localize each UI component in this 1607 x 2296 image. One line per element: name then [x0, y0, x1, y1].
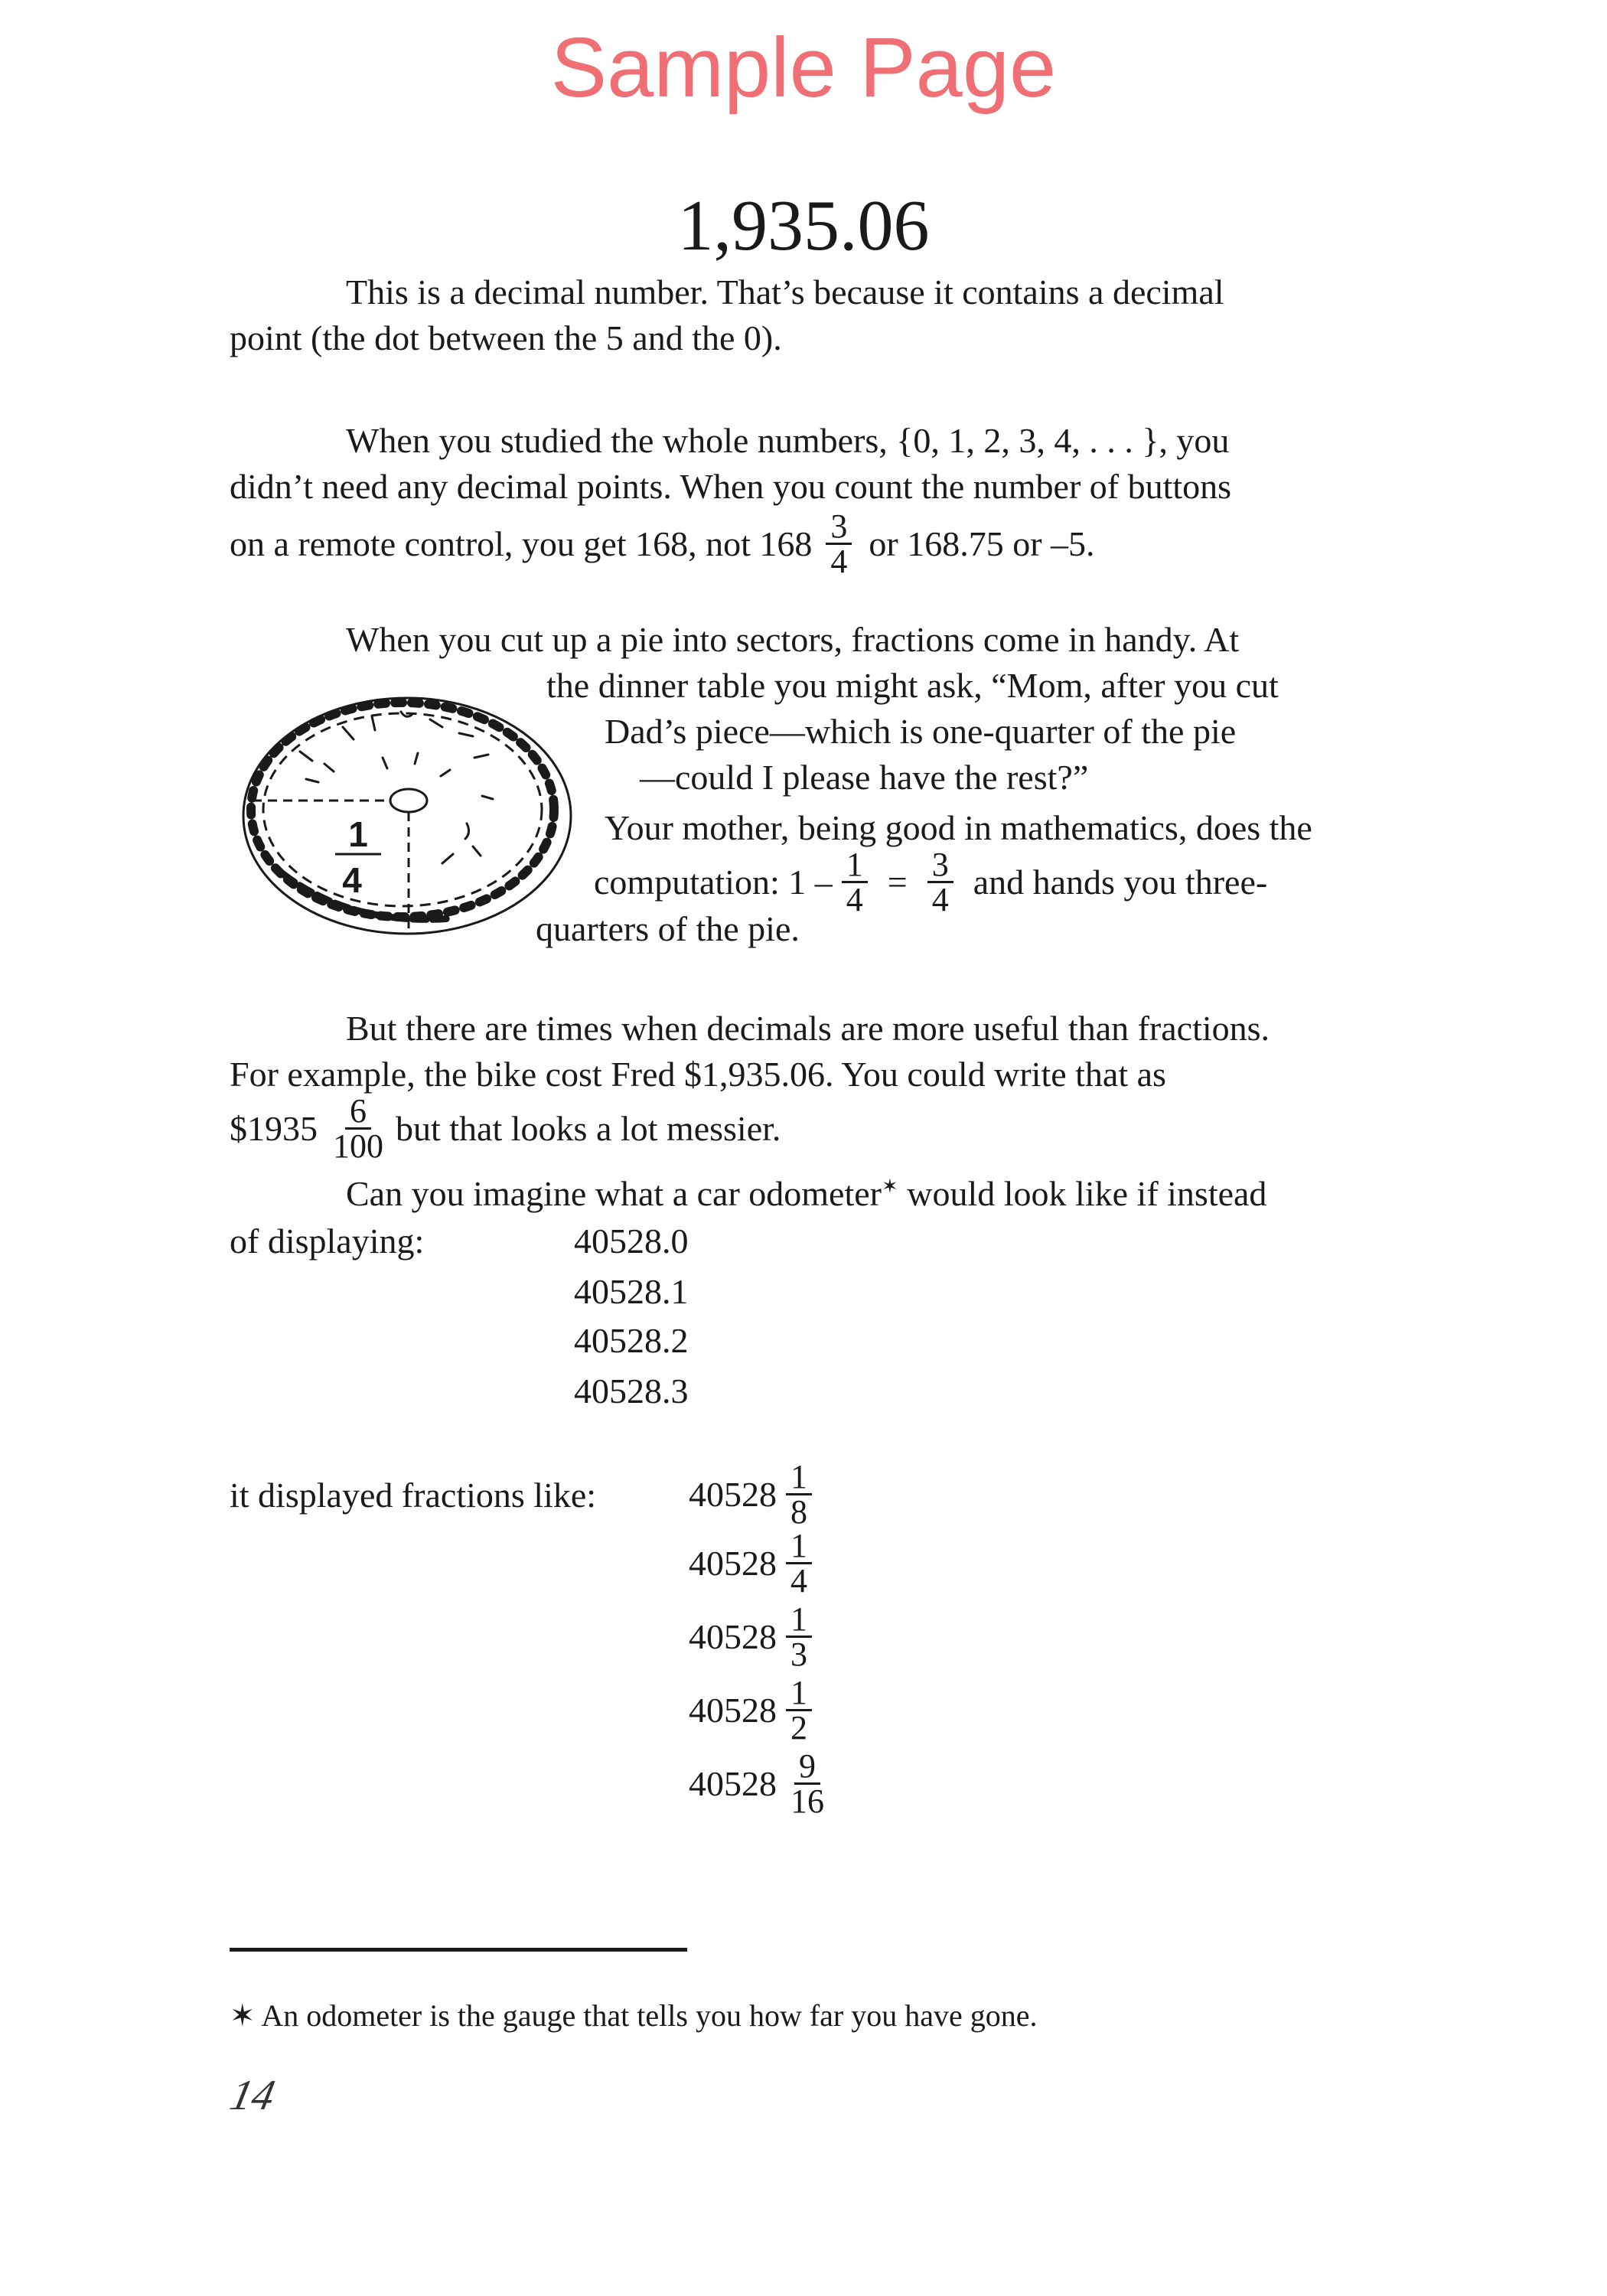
- fraction-list-item: [689, 1527, 815, 1600]
- footnote-divider: [230, 1948, 687, 1952]
- fraction-list-item: [689, 1747, 832, 1821]
- fraction-denominator: 4: [830, 543, 848, 581]
- fraction-numerator: 1: [786, 1460, 812, 1495]
- fraction-denominator: 4: [846, 881, 863, 919]
- whole-number: 40528: [689, 1475, 777, 1515]
- fraction-denominator: 2: [790, 1709, 807, 1747]
- fraction-numerator: 1: [786, 1603, 812, 1638]
- p1-line-2: point (the dot between the 5 and the 0).: [230, 318, 782, 357]
- p2-line-1: When you studied the whole numbers, {0, 1, 2, 3, 4, . . . }, you: [346, 421, 1230, 460]
- equals-sign: =: [887, 863, 908, 902]
- p3-line-7: quarters of the pie.: [536, 909, 800, 948]
- decimal-list-item: 40528.1: [574, 1272, 689, 1311]
- p2-line-3: [230, 507, 1095, 581]
- fraction-denominator: 16: [790, 1782, 824, 1821]
- p2-line-2: didn’t need any decimal points. When you count the number of buttons: [230, 467, 1232, 506]
- footnote-text: An odometer is the gauge that tells you how far you have gone.: [261, 1998, 1038, 2033]
- p5-line-1: [346, 1172, 1266, 1215]
- fraction: [786, 1458, 812, 1531]
- fraction-one-quarter: [842, 846, 868, 919]
- whole-number: 40528: [689, 1764, 777, 1804]
- p3-computation: [594, 846, 1268, 919]
- p3-line-3: Dad’s piece—which is one-quarter of the pie: [605, 712, 1237, 751]
- fraction-denominator: 100: [333, 1127, 383, 1166]
- fraction-numerator: 3: [826, 510, 852, 545]
- fraction-numerator: 6: [345, 1094, 371, 1130]
- footnote: [230, 1998, 1038, 2034]
- fraction-numerator: 1: [842, 848, 868, 883]
- whole-number: 40528: [689, 1617, 777, 1657]
- fraction-numerator: 1: [786, 1529, 812, 1564]
- pie-fraction-numerator: 1: [348, 814, 368, 854]
- page-number: 14: [226, 2072, 279, 2119]
- p2-line-3-text-b: or 168.75 or –5.: [869, 524, 1095, 564]
- p5-line-2: of displaying:: [230, 1221, 425, 1261]
- whole-number: 40528: [689, 1544, 777, 1583]
- fraction-denominator: 4: [790, 1562, 807, 1600]
- p5-line-1-text-a: Can you imagine what a car odometer: [346, 1174, 882, 1213]
- fraction-three-quarters: [826, 507, 852, 581]
- fraction-six-hundredths: [328, 1092, 388, 1166]
- p1-line-1: This is a decimal number. That’s because it contains a decimal: [346, 272, 1224, 311]
- fraction-list-item: [689, 1600, 815, 1674]
- p2-line-3-text-a: on a remote control, you get 168, not 168: [230, 524, 813, 564]
- pie-fraction-denominator: 4: [342, 860, 362, 900]
- p4-line-2: For example, the bike cost Fred $1,935.06. You could write that as: [230, 1055, 1166, 1094]
- fraction: [786, 1527, 812, 1600]
- p4-line-3-text-b: but that looks a lot messier.: [396, 1109, 781, 1149]
- footnote-star-icon: ✶: [230, 1998, 256, 2033]
- fraction: [786, 1674, 812, 1747]
- fraction-denominator: 3: [790, 1636, 807, 1674]
- p4-line-3: [230, 1092, 781, 1166]
- fraction-list-item: [689, 1458, 815, 1531]
- page-title: 1,935.06: [677, 186, 930, 266]
- p3-line-1: When you cut up a pie into sectors, fractions come in handy. At: [346, 620, 1240, 659]
- p5-line-1-text-b: would look like if instead: [907, 1174, 1267, 1213]
- fraction-three-quarters-result: [927, 846, 953, 919]
- computation-tail: and hands you three-: [973, 863, 1268, 902]
- fraction: [786, 1747, 829, 1821]
- decimal-list-item: 40528.2: [574, 1321, 689, 1360]
- footnote-star-marker: ✶: [881, 1175, 898, 1198]
- p4-line-3-text-a: $1935: [230, 1109, 318, 1149]
- fraction-numerator: 1: [786, 1676, 812, 1711]
- pie-drawing: [230, 673, 582, 949]
- sample-page-watermark: Sample Page: [550, 21, 1057, 115]
- p4-line-1: But there are times when decimals are more useful than fractions.: [346, 1009, 1270, 1048]
- p3-line-2: the dinner table you might ask, “Mom, after you cut: [546, 666, 1279, 705]
- decimal-list-item: 40528.0: [574, 1221, 689, 1261]
- whole-number: 40528: [689, 1691, 777, 1730]
- fraction: [786, 1600, 812, 1674]
- fraction-denominator: 4: [931, 881, 949, 919]
- fraction-numerator: 3: [927, 848, 953, 883]
- pie-illustration: [230, 673, 582, 949]
- fraction-list-item: [689, 1674, 815, 1747]
- decimal-list-item: 40528.3: [574, 1371, 689, 1411]
- fraction-denominator: 8: [790, 1493, 807, 1531]
- fraction-numerator: 9: [794, 1750, 820, 1785]
- p3-line-5: Your mother, being good in mathematics, does the: [605, 808, 1312, 847]
- computation-label: computation: 1 –: [594, 863, 833, 902]
- p3-line-4: —could I please have the rest?”: [640, 758, 1089, 797]
- fractions-label: it displayed fractions like:: [230, 1476, 597, 1515]
